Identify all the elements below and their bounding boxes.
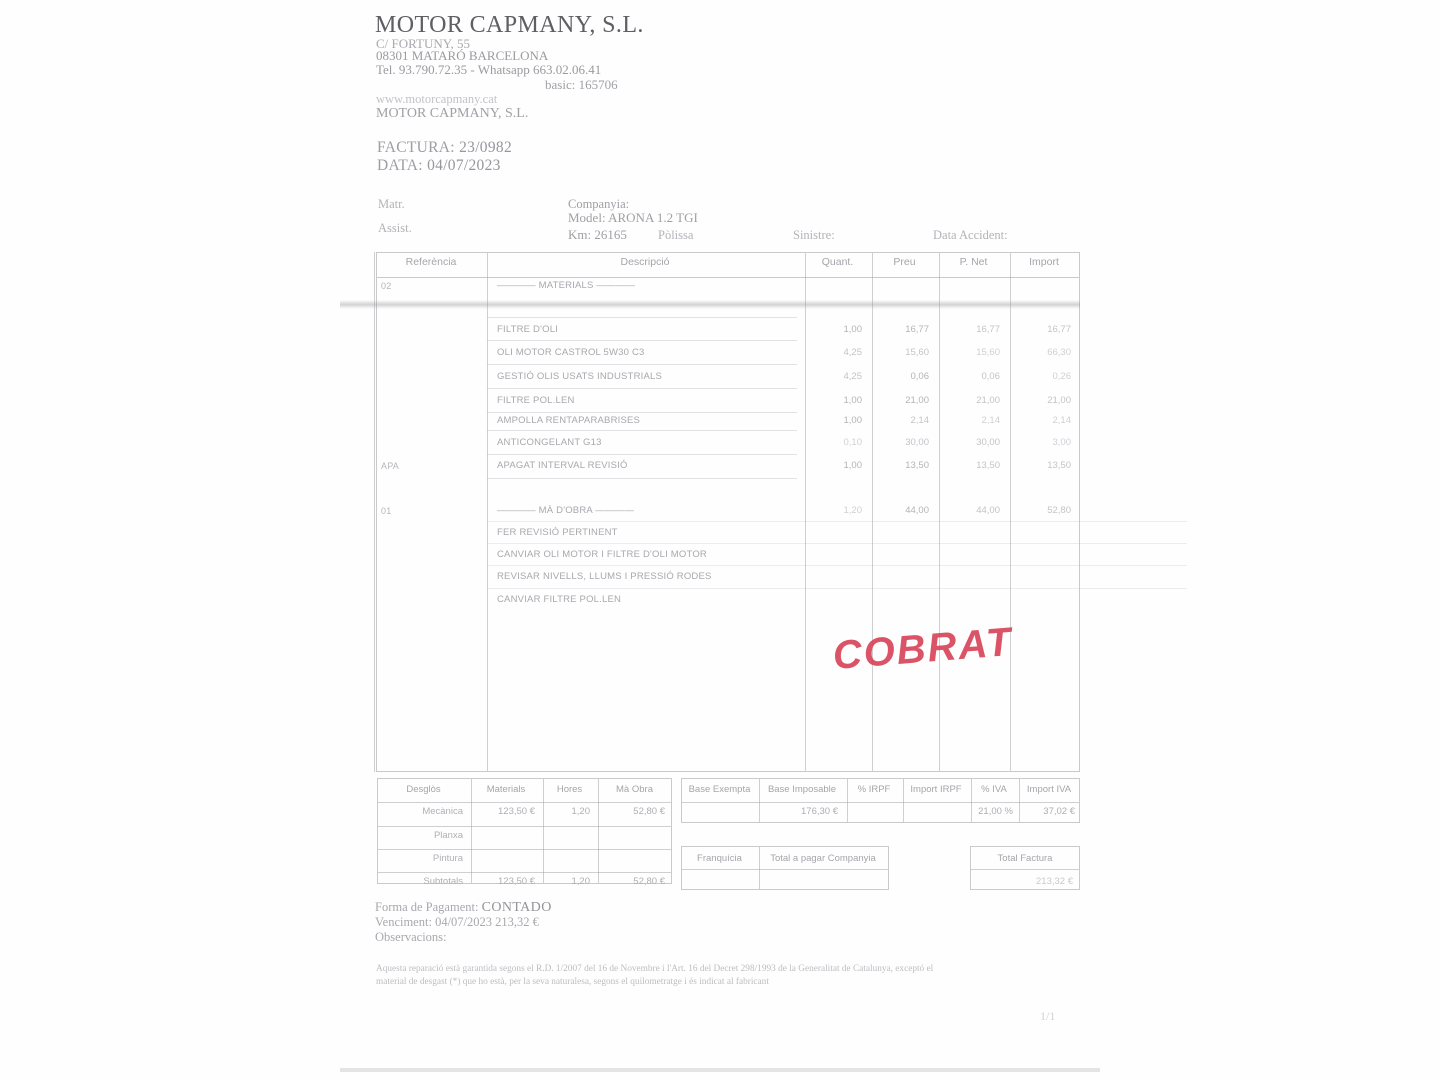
materials-section-label: ———— MATERIALS ———— [497, 280, 636, 291]
item-pnet: 30,00 [976, 437, 1000, 448]
item-pnet: 21,00 [976, 395, 1000, 406]
scanner-band-artifact-bottom [340, 1068, 1100, 1072]
item-desc-filtre-oli: FILTRE D'OLI [497, 324, 559, 335]
item-quant: 1,00 [843, 460, 862, 471]
company-name-heading: MOTOR CAPMANY, S.L. [375, 12, 644, 38]
desglos-subtotals-hores: 1,20 [571, 876, 590, 887]
tax-header-import-iva: Import IVA [1026, 784, 1072, 795]
item-import: 3,00 [1052, 437, 1071, 448]
item-preu: 2,14 [910, 415, 929, 426]
value-total-factura: 213,32 € [1036, 876, 1073, 887]
labour-preu: 44,00 [905, 505, 929, 516]
item-desc-anticongelant: ANTICONGELANT G13 [497, 437, 602, 448]
item-desc-ampolla: AMPOLLA RENTAPARABRISES [497, 415, 641, 426]
row-divider [487, 430, 797, 431]
item-quant: 1,00 [843, 415, 862, 426]
item-quant: 4,25 [843, 371, 862, 382]
item-import: 2,14 [1052, 415, 1071, 426]
invoice-number-row [377, 139, 512, 157]
sinistre-label: Sinistre: [793, 228, 835, 242]
company-contact-info: Tel. 93.790.72.35 - Whatsapp 663.02.06.41 [376, 62, 602, 77]
desglos-mecanica-hores: 1,20 [571, 806, 590, 817]
item-quant: 1,00 [843, 395, 862, 406]
item-preu: 13,50 [905, 460, 929, 471]
vehicle-km-row [568, 227, 627, 243]
item-quant: 4,25 [843, 347, 862, 358]
header-referencia: Referència [405, 256, 457, 268]
tax-header-base-exempta: Base Exempta [688, 784, 751, 795]
item-desc-filtre-pollen: FILTRE POL.LEN [497, 395, 575, 406]
labour-section-ref: 01 [381, 506, 392, 516]
labour-quant: 1,20 [843, 505, 862, 516]
header-import: Import [1029, 256, 1059, 268]
table-header-divider [377, 277, 1079, 278]
row-divider [487, 543, 1187, 544]
header-total-pagar-companyia: Total a pagar Companyia [770, 853, 876, 864]
item-pnet: 0,06 [981, 371, 1000, 382]
materials-section-ref: 02 [381, 281, 392, 291]
item-desc-gestio-olis: GESTIÓ OLIS USATS INDUSTRIALS [497, 371, 663, 382]
invoice-number-value: 23/0982 [459, 139, 513, 156]
cobrat-paid-stamp: COBRAT [831, 619, 1015, 678]
row-divider [487, 340, 797, 341]
due-date-value: 04/07/2023 213,32 € [435, 915, 539, 929]
desglos-row-label-planxa: Planxa [433, 830, 463, 841]
labour-section-label: ———— MÀ D'OBRA ———— [497, 505, 635, 516]
labour-pnet: 44,00 [976, 505, 1000, 516]
due-date-row [375, 915, 539, 930]
labour-task-4: CANVIAR FILTRE POL.LEN [497, 594, 622, 605]
page-number: 1/1 [1040, 1009, 1056, 1023]
header-quant: Quant. [821, 256, 854, 268]
labour-task-1: FER REVISIÓ PERTINENT [497, 527, 618, 538]
page-edge-line [374, 252, 375, 772]
legal-notice-line-2: material de desgast (*) que ho està, per la seva naturalesa, segons el quilometratge i és indicat al fabricant [376, 977, 769, 987]
invoice-date-row [377, 157, 501, 175]
item-desc-oli-motor: OLI MOTOR CASTROL 5W30 C3 [497, 347, 645, 358]
item-preu: 16,77 [905, 324, 929, 335]
header-franquicia: Franquícia [697, 853, 742, 864]
row-divider [487, 317, 797, 318]
data-accident-label: Data Accident: [933, 228, 1008, 242]
observations-label: Observacions: [375, 930, 447, 944]
row-divider [487, 565, 1187, 566]
item-preu: 30,00 [905, 437, 929, 448]
desglos-header-desglos: Desglòs [406, 784, 441, 795]
payment-method-row [375, 900, 552, 916]
tax-value-pct-iva: 21,00 % [978, 806, 1013, 817]
row-divider [487, 364, 797, 365]
invoice-number-label: FACTURA: [377, 139, 455, 156]
tax-header-import-irpf: Import IRPF [910, 784, 962, 795]
company-street-address: C/ FORTUNY, 55 [376, 36, 470, 51]
header-total-factura: Total Factura [997, 853, 1053, 864]
desglos-header-materials: Materials [486, 784, 526, 795]
item-ref-apa: APA [381, 461, 399, 471]
row-divider [487, 412, 797, 413]
header-pnet: P. Net [959, 256, 988, 268]
matricula-label: Matr. [378, 197, 405, 211]
item-pnet: 2,14 [981, 415, 1000, 426]
item-pnet: 13,50 [976, 460, 1000, 471]
km-label: Km: [568, 227, 592, 242]
item-import: 21,00 [1047, 395, 1071, 406]
due-date-label: Venciment: [375, 915, 432, 929]
item-quant: 0,10 [843, 437, 862, 448]
item-pnet: 15,60 [976, 347, 1000, 358]
item-import: 66,30 [1047, 347, 1071, 358]
desglos-subtotals-ma-obra: 52,80 € [633, 876, 665, 887]
companyia-label: Companyia: [568, 197, 630, 211]
row-divider [487, 478, 797, 479]
tax-value-import-iva: 37,02 € [1043, 806, 1075, 817]
assist-label: Assist. [378, 221, 412, 235]
tax-header-pct-iva: % IVA [981, 784, 1007, 795]
km-value: 26165 [594, 227, 627, 242]
column-divider-referencia [487, 253, 488, 771]
desglos-header-ma-obra: Mà Obra [616, 784, 653, 795]
model-label: Model: [568, 210, 606, 225]
labour-import: 52,80 [1047, 505, 1071, 516]
polissa-label: Pòlissa [658, 228, 694, 242]
payment-method-label: Forma de Pagament: [375, 900, 479, 914]
row-divider [487, 521, 1187, 522]
item-preu: 0,06 [910, 371, 929, 382]
desglos-header-hores: Hores [556, 784, 583, 795]
labour-task-3: REVISAR NIVELLS, LLUMS I PRESSIÓ RODES [497, 571, 712, 582]
row-divider [487, 388, 797, 389]
legal-notice-line-1: Aquesta reparació està garantida segons el R.D. 1/2007 del 16 de Novembre i l'Art. 16 del Decret 298/1993 de la Generalitat de Catalunya, exceptó el [376, 964, 934, 974]
item-desc-apagat-interval: APAGAT INTERVAL REVISIÓ [497, 460, 628, 471]
desglos-row-label-mecanica: Mecànica [422, 806, 463, 817]
company-website: www.motorcapmany.cat [376, 92, 498, 106]
company-name-repeat: MOTOR CAPMANY, S.L. [376, 106, 529, 121]
item-import: 0,26 [1052, 371, 1071, 382]
desglos-row-label-subtotals: Subtotals [423, 876, 463, 887]
header-preu: Preu [893, 256, 916, 268]
desglos-mecanica-materials: 123,50 € [498, 806, 535, 817]
desglos-subtotals-materials: 123,50 € [498, 876, 535, 887]
tax-value-base-imposable: 176,30 € [801, 806, 838, 817]
company-basic-number: basic: 165706 [545, 77, 618, 92]
item-preu: 21,00 [905, 395, 929, 406]
labour-task-2: CANVIAR OLI MOTOR I FILTRE D'OLI MOTOR [497, 549, 707, 560]
row-divider [487, 588, 1187, 589]
row-divider [487, 454, 797, 455]
invoice-date-value: 04/07/2023 [427, 157, 501, 174]
item-quant: 1,00 [843, 324, 862, 335]
item-import: 13,50 [1047, 460, 1071, 471]
model-value: ARONA 1.2 TGI [608, 210, 698, 225]
item-pnet: 16,77 [976, 324, 1000, 335]
tax-header-pct-irpf: % IRPF [857, 784, 891, 795]
company-city-address: 08301 MATARÓ BARCELONA [376, 48, 549, 63]
desglos-row-label-pintura: Pintura [432, 853, 463, 864]
header-descripcio: Descripció [620, 256, 670, 268]
tax-header-base-imposable: Base Imposable [767, 784, 837, 795]
vehicle-model-row [568, 210, 698, 226]
payment-method-value: CONTADO [481, 900, 552, 915]
desglos-mecanica-ma-obra: 52,80 € [633, 806, 665, 817]
item-import: 16,77 [1047, 324, 1071, 335]
invoice-date-label: DATA: [377, 157, 423, 174]
item-preu: 15,60 [905, 347, 929, 358]
